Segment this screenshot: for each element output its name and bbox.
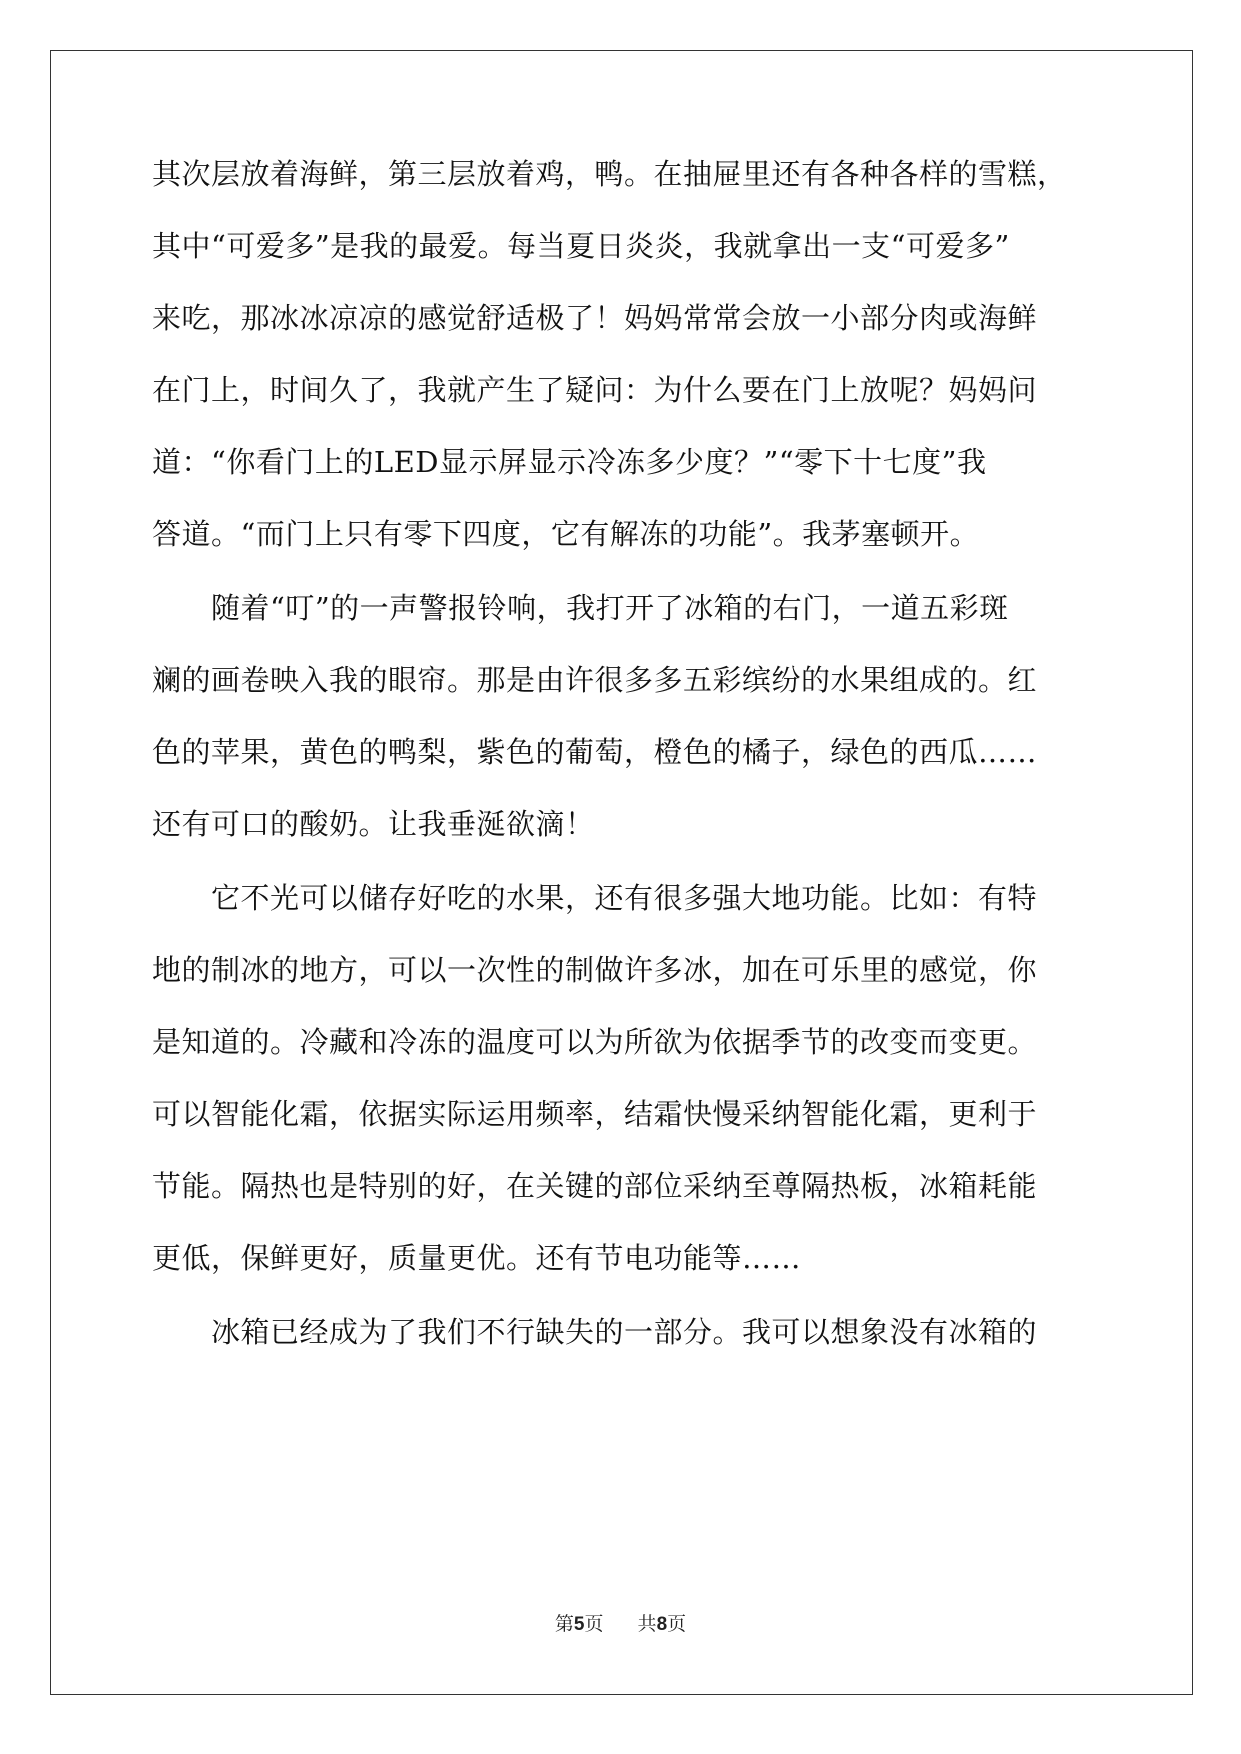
text-line: 色的苹果，黄色的鸭梨，紫色的葡萄，橙色的橘子，绿色的西瓜…… [152,735,1038,769]
total-prefix: 共 [637,1613,657,1635]
text-line: 随着“叮”的一声警报铃响，我打开了冰箱的右门，一道五彩斑 [152,591,1009,625]
text-line: 在门上，时间久了，我就产生了疑问：为什么要在门上放呢？妈妈问 [152,373,1038,407]
text-line: 其次层放着海鲜，第三层放着鸡，鸭。在抽屉里还有各种各样的雪糕， [152,157,1067,191]
text-line: 还有可口的酸奶。让我垂涎欲滴！ [152,807,595,841]
text-line: 冰箱已经成为了我们不行缺失的一部分。我可以想象没有冰箱的 [152,1315,1038,1349]
total-page-count: 8 [656,1614,668,1635]
text-line: 它不光可以储存好吃的水果，还有很多强大地功能。比如：有特 [152,881,1038,915]
page-border [50,50,1193,1695]
text-line: 是知道的。冷藏和冷冻的温度可以为所欲为依据季节的改变而变更。 [152,1025,1038,1059]
text-line: 更低，保鲜更好，质量更优。还有节电功能等…… [152,1241,802,1275]
current-page-number: 5 [573,1614,585,1635]
page-prefix: 第 [554,1613,574,1635]
total-pages-label [638,1613,687,1635]
total-suffix: 页 [667,1613,687,1635]
text-line: 可以智能化霜，依据实际运用频率，结霜快慢采纳智能化霜，更利于 [152,1097,1038,1131]
text-line: 节能。隔热也是特别的好，在关键的部位采纳至尊隔热板，冰箱耗能 [152,1169,1038,1203]
page-footer [0,1612,1241,1637]
text-line: 斓的画卷映入我的眼帘。那是由许很多多五彩缤纷的水果组成的。红 [152,663,1038,697]
text-line: 其中“可爱多”是我的最爱。每当夏日炎炎，我就拿出一支“可爱多” [152,229,1010,263]
text-line: 答道。“而门上只有零下四度，它有解冻的功能”。我茅塞顿开。 [152,517,980,551]
page-number-label [555,1613,610,1635]
page-suffix: 页 [584,1613,604,1635]
text-line: 道：“你看门上的LED显示屏显示冷冻多少度？”“零下十七度”我 [152,445,987,479]
text-line: 地的制冰的地方，可以一次性的制做许多冰，加在可乐里的感觉，你 [152,953,1038,987]
text-line: 来吃，那冰冰凉凉的感觉舒适极了！妈妈常常会放一小部分肉或海鲜 [152,301,1038,335]
